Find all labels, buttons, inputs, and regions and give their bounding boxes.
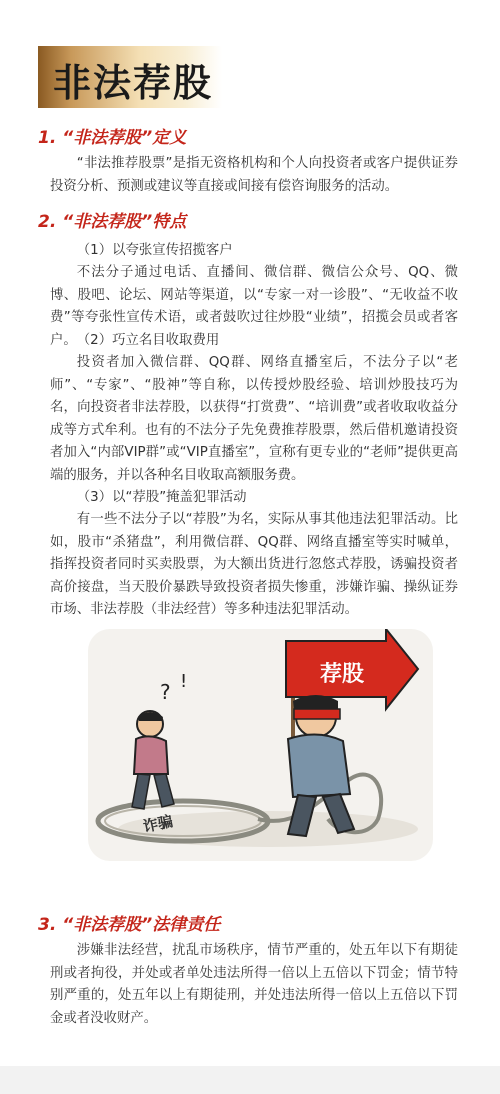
- footer-strip: [0, 1066, 500, 1094]
- section-number: 1.: [38, 128, 57, 148]
- page-title: 非法荐股: [53, 61, 214, 105]
- question-mark: ?: [160, 680, 171, 704]
- section-title: “非法荐股”特点: [62, 212, 187, 232]
- scammer-blindfold: [294, 709, 340, 719]
- definition-paragraph: “非法推荐股票”是指无资格机构和个人向投资者或客户提供证券投资分析、预测或建议等直接或间接有偿咨询服务的活动。: [50, 156, 458, 194]
- sign-label: 荐股: [320, 662, 365, 687]
- section-title: “非法荐股”法律责任: [62, 915, 221, 935]
- cartoon-svg: [88, 629, 433, 861]
- subsection-title-2: （2）巧立名目收取费用: [76, 333, 220, 348]
- illustration-cartoon: [88, 629, 433, 861]
- title-banner: [38, 46, 222, 108]
- victim-shirt: [134, 736, 168, 774]
- section-number: 2.: [38, 212, 57, 232]
- subsection-title-1: （1）以夸张宣传招揽客户: [76, 243, 233, 258]
- section-title: “非法荐股”定义: [62, 128, 187, 148]
- section-heading-features: [38, 207, 186, 232]
- subsection-text-3: 有一些不法分子以“荐股”为名，实际从事其他违法犯罪活动。比如，股市“杀猪盘”，利用微信群、QQ群、网络直播室等实时喊单，指挥投资者同时买卖股票，为大额出货进行忽悠式荐股，诱骗投资者高价接盘，当天股价暴跌导致投资者损失惨重，涉嫌诈骗、操纵证券市场、非法荐股（非法经营）等多种违法犯罪活动。: [50, 512, 458, 617]
- exclamation-mark: !: [180, 671, 188, 692]
- trap-label: 诈骗: [141, 812, 175, 836]
- section-number: 3.: [38, 915, 57, 935]
- subsection-text-2: 投资者加入微信群、QQ群、网络直播室后，不法分子以“老师”、“专家”、“股神”等自称，以传授炒股经验、培训炒股技巧为名，向投资者非法荐股，以获得“打赏费”、“培训费”或者收取收益分成等方式牟利。也有的不法分子先免费推荐股票，然后借机邀请投资者加入“内部VIP群”或“VIP直播室”，宣称有更专业的“老师”提供更高端的服务，并以各种名目收取高额服务费。: [50, 355, 458, 483]
- subsection-text-1: 不法分子通过电话、直播间、微信群、微信公众号、QQ、微博、股吧、论坛、网站等渠道，以“专家一对一诊股”、“无收益不收费”等夸张性宣传术语，或者鼓吹过往炒股“业绩”，招揽会员或者客户。: [50, 265, 458, 348]
- scammer-jacket: [288, 734, 350, 797]
- section-heading-liability: [38, 910, 220, 935]
- subsection-title-3: （3）以“荐股”掩盖犯罪活动: [76, 490, 247, 505]
- section-heading-definition: [38, 123, 186, 148]
- liability-paragraph: 涉嫌非法经营，扰乱市场秩序，情节严重的，处五年以下有期徒刑或者拘役，并处或者单处违法所得一倍以上五倍以下罚金；情节特别严重的，处五年以上有期徒刑，并处违法所得一倍以上五倍以下罚金或者没收财产。: [50, 943, 458, 1026]
